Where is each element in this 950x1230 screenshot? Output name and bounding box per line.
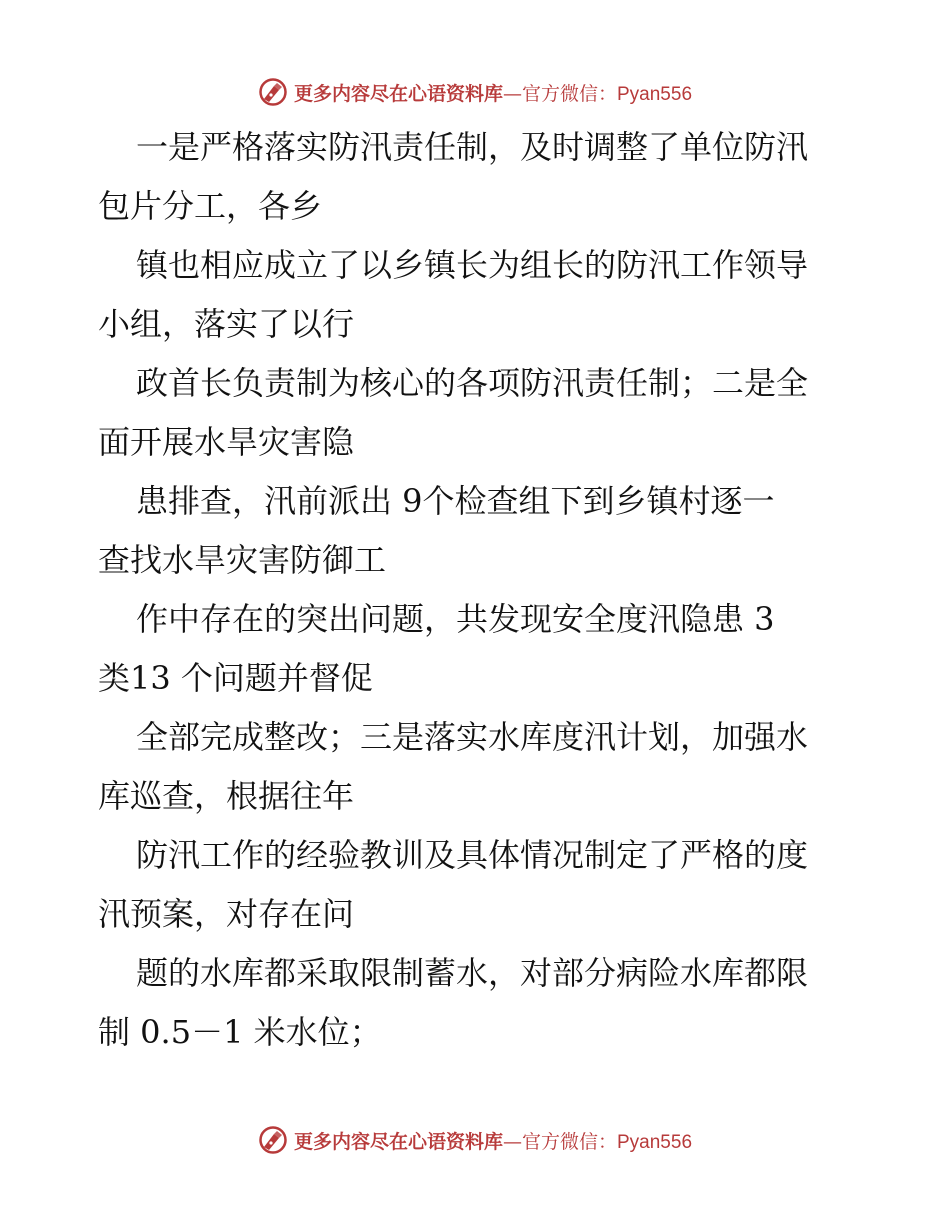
body-line: 类13 个问题并督促 xyxy=(98,659,373,697)
body-line: 防汛工作的经验教训及具体情况制定了严格的度 xyxy=(136,836,809,874)
document-body xyxy=(98,118,858,1062)
body-line: 小组，落实了以行 xyxy=(98,305,355,343)
header-banner-text xyxy=(294,79,692,106)
body-line: 制 0.5－1 米水位； xyxy=(98,1013,382,1051)
body-line: 题的水库都采取限制蓄水，对部分病险水库都限 xyxy=(136,954,809,992)
body-line: 政首长负责制为核心的各项防汛责任制；二是全 xyxy=(136,364,809,402)
body-line: 面开展水旱灾害隐 xyxy=(98,423,355,461)
body-line: 汛预案，对存在问 xyxy=(98,895,355,933)
body-line: 患排查，汛前派出 9个检查组下到乡镇村逐一 xyxy=(136,482,775,520)
pen-nib-logo-icon xyxy=(258,1125,288,1155)
pen-nib-logo-icon xyxy=(258,77,288,107)
body-line: 作中存在的突出问题，共发现安全度汛隐患 3 xyxy=(136,600,775,638)
body-line: 库巡查，根据往年 xyxy=(98,777,355,815)
body-line: 全部完成整改；三是落实水库度汛计划，加强水 xyxy=(136,718,809,756)
footer-banner-rest: —官方微信： xyxy=(502,1130,617,1153)
header-banner-rest: —官方微信： xyxy=(502,82,617,105)
footer-banner xyxy=(0,1120,950,1160)
footer-banner-text xyxy=(294,1127,692,1154)
body-line: 包片分工，各乡 xyxy=(98,187,323,225)
footer-banner-id: Pyan556 xyxy=(617,1131,693,1153)
header-banner-bold: 更多内容尽在心语资料库 xyxy=(293,82,503,105)
body-line: 镇也相应成立了以乡镇长为组长的防汛工作领导 xyxy=(136,246,809,284)
header-banner xyxy=(0,72,950,112)
body-line: 一是严格落实防汛责任制，及时调整了单位防汛 xyxy=(136,128,809,166)
header-banner-id: Pyan556 xyxy=(617,83,693,105)
body-line: 查找水旱灾害防御工 xyxy=(98,541,387,579)
footer-banner-bold: 更多内容尽在心语资料库 xyxy=(293,1130,503,1153)
